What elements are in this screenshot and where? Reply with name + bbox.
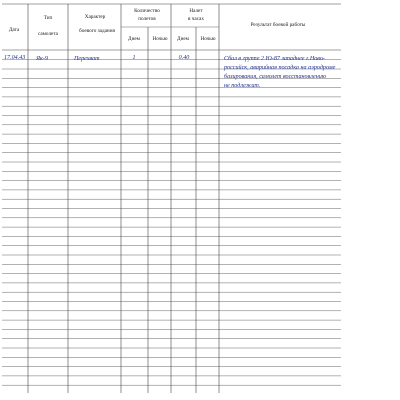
header-date: Дата (8, 27, 20, 33)
entry-result-line-3: базирования, самолет восстановлению (224, 74, 327, 80)
entry-task: Перехват (74, 56, 100, 62)
header-count-line1: Количество (134, 8, 160, 14)
header-count-day: Днем (128, 36, 140, 42)
header-count-line2: полетов (138, 16, 156, 22)
entry-aircraft-type: Як-9 (36, 56, 48, 62)
header-type-line2: самолета (37, 31, 59, 37)
header-result: Результат боевой работы (250, 22, 306, 28)
header-hours-line2: в часах (188, 16, 204, 22)
entry-flights-day: 1 (132, 55, 136, 61)
entry-date: 17.04.43 (4, 55, 26, 61)
entry-result-line-1: Сбил в группе 2 Ю-87 западнее г.Ново- (224, 56, 325, 62)
header-task-line1: Характер (84, 14, 106, 20)
entry-hours-day: 0.40 (178, 55, 190, 61)
entry-result-line-4: не подлежит. (224, 83, 261, 89)
header-count-night: Ночью (152, 36, 168, 42)
header-hours-night: Ночью (200, 36, 216, 42)
header-hours-day: Днем (177, 36, 189, 42)
header-task-line2: боевого задания (79, 28, 115, 34)
header-hours-line1: Налет (189, 8, 203, 14)
header-type-line1: Тип (43, 15, 53, 21)
entry-result-line-2: российск, аварийная посадка на аэродроме (224, 65, 336, 71)
